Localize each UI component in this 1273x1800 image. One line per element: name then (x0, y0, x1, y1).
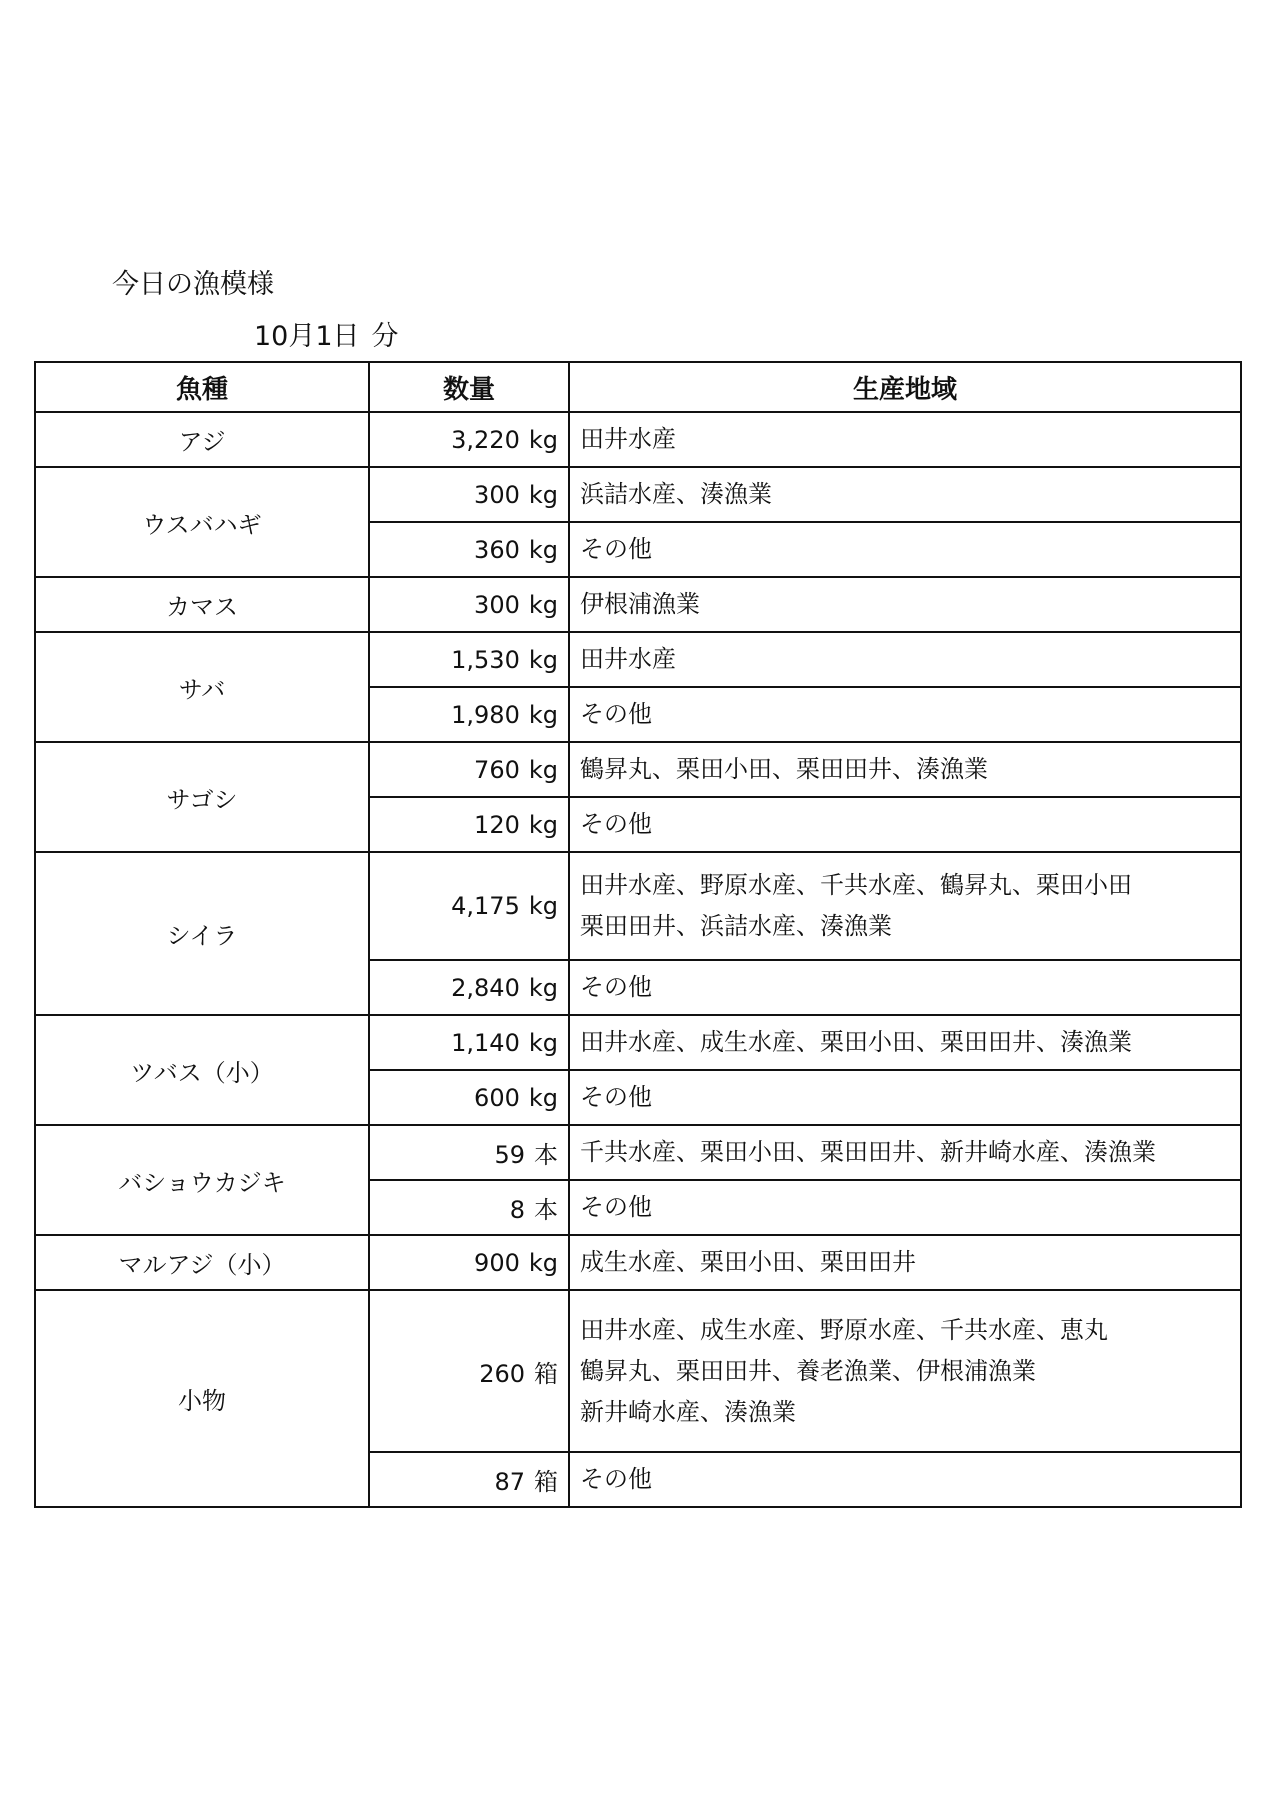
species-cell: ウスバハギ (35, 467, 369, 577)
quantity-unit: 本 (534, 1196, 558, 1224)
region-line: 成生水産、栗田小田、栗田田井 (580, 1248, 916, 1276)
region-line: 鶴昇丸、栗田田井、養老漁業、伊根浦漁業 (580, 1356, 1036, 1385)
species-cell: アジ (35, 412, 369, 467)
report-date (254, 320, 399, 354)
quantity-unit: kg (528, 1248, 558, 1277)
quantity-value: 600 (474, 1083, 520, 1112)
quantity-unit: kg (528, 480, 558, 509)
region-line: 浜詰水産、湊漁業 (580, 480, 772, 508)
region-cell (569, 960, 1241, 1015)
date-suffix: 分 (371, 321, 399, 352)
quantity-value: 300 (474, 590, 520, 619)
table-row (35, 577, 1241, 632)
region-line: その他 (580, 973, 652, 1001)
region-cell (569, 797, 1241, 852)
region-line: 栗田田井、浜詰水産、湊漁業 (580, 912, 892, 940)
date-value: 10月1日 (254, 321, 360, 352)
quantity-value: 59 (494, 1141, 525, 1169)
quantity-unit: kg (528, 755, 558, 784)
region-cell (569, 1452, 1241, 1507)
quantity-cell (369, 960, 569, 1015)
table-row (35, 412, 1241, 467)
species-cell: バショウカジキ (35, 1125, 369, 1235)
region-line: 田井水産、成生水産、野原水産、千共水産、恵丸 (580, 1315, 1108, 1344)
region-line: その他 (580, 810, 652, 838)
table-row (35, 632, 1241, 687)
table-row (35, 1125, 1241, 1180)
region-line: その他 (580, 1083, 652, 1111)
quantity-cell (369, 632, 569, 687)
region-cell (569, 1235, 1241, 1290)
quantity-cell (369, 1180, 569, 1235)
region-line: その他 (580, 535, 652, 563)
quantity-value: 1,980 (451, 700, 520, 729)
region-line: その他 (580, 1465, 652, 1493)
quantity-value: 120 (474, 810, 520, 839)
region-line: その他 (580, 1193, 652, 1221)
table-row (35, 852, 1241, 960)
quantity-cell (369, 852, 569, 960)
species-cell: 小物 (35, 1290, 369, 1507)
quantity-unit: kg (528, 700, 558, 729)
table-row (35, 1235, 1241, 1290)
table-row (35, 1015, 1241, 1070)
quantity-cell (369, 412, 569, 467)
region-cell (569, 687, 1241, 742)
quantity-cell (369, 522, 569, 577)
quantity-unit: 箱 (534, 1468, 558, 1496)
species-cell: シイラ (35, 852, 369, 1015)
quantity-unit: 本 (534, 1141, 558, 1169)
region-cell (569, 1290, 1241, 1452)
quantity-value: 260 (479, 1359, 525, 1388)
table-row (35, 467, 1241, 522)
quantity-unit: kg (528, 535, 558, 564)
region-cell (569, 1125, 1241, 1180)
region-cell (569, 577, 1241, 632)
region-cell (569, 632, 1241, 687)
region-cell (569, 412, 1241, 467)
quantity-value: 360 (474, 535, 520, 564)
quantity-value: 300 (474, 480, 520, 509)
quantity-unit: kg (528, 892, 558, 920)
region-cell (569, 852, 1241, 960)
quantity-unit: 箱 (534, 1359, 558, 1388)
quantity-unit: kg (528, 1083, 558, 1112)
quantity-cell (369, 577, 569, 632)
quantity-unit: kg (528, 590, 558, 619)
quantity-value: 4,175 (451, 892, 520, 920)
quantity-unit: kg (528, 645, 558, 674)
quantity-cell (369, 1452, 569, 1507)
page-title: 今日の漁模様 (112, 269, 274, 300)
region-line: 田井水産 (580, 645, 676, 673)
quantity-cell (369, 797, 569, 852)
quantity-cell (369, 467, 569, 522)
quantity-cell (369, 687, 569, 742)
table-row (35, 1290, 1241, 1452)
quantity-value: 87 (494, 1468, 525, 1496)
header-species: 魚種 (35, 362, 369, 412)
species-cell: サゴシ (35, 742, 369, 852)
quantity-unit: kg (528, 1028, 558, 1057)
species-cell: カマス (35, 577, 369, 632)
quantity-value: 1,530 (451, 645, 520, 674)
quantity-cell (369, 1125, 569, 1180)
region-cell (569, 467, 1241, 522)
quantity-value: 8 (509, 1196, 525, 1224)
region-line: 新井崎水産、湊漁業 (580, 1397, 796, 1426)
quantity-value: 760 (474, 755, 520, 784)
quantity-cell (369, 1015, 569, 1070)
region-line: 田井水産、成生水産、栗田小田、栗田田井、湊漁業 (580, 1028, 1132, 1056)
quantity-cell (369, 1235, 569, 1290)
region-line: その他 (580, 700, 652, 728)
region-line: 鶴昇丸、栗田小田、栗田田井、湊漁業 (580, 755, 988, 783)
quantity-cell (369, 742, 569, 797)
quantity-cell (369, 1070, 569, 1125)
quantity-value: 3,220 (451, 425, 520, 454)
species-cell: サバ (35, 632, 369, 742)
region-cell (569, 742, 1241, 797)
header-region: 生産地域 (569, 362, 1241, 412)
header-quantity: 数量 (369, 362, 569, 412)
region-cell (569, 522, 1241, 577)
quantity-unit: kg (528, 810, 558, 839)
region-line: 田井水産 (580, 425, 676, 453)
region-cell (569, 1015, 1241, 1070)
quantity-unit: kg (528, 425, 558, 454)
quantity-value: 2,840 (451, 973, 520, 1002)
region-cell (569, 1180, 1241, 1235)
quantity-value: 900 (474, 1248, 520, 1277)
species-cell: マルアジ（小） (35, 1235, 369, 1290)
quantity-unit: kg (528, 973, 558, 1002)
region-line: 千共水産、栗田小田、栗田田井、新井崎水産、湊漁業 (580, 1138, 1156, 1166)
quantity-cell (369, 1290, 569, 1452)
region-cell (569, 1070, 1241, 1125)
region-line: 伊根浦漁業 (580, 590, 700, 618)
table-row (35, 742, 1241, 797)
catch-table (34, 361, 1242, 1508)
species-cell: ツバス（小） (35, 1015, 369, 1125)
table-header-row (35, 362, 1241, 412)
quantity-value: 1,140 (451, 1028, 520, 1057)
region-line: 田井水産、野原水産、千共水産、鶴昇丸、栗田小田 (580, 871, 1132, 899)
